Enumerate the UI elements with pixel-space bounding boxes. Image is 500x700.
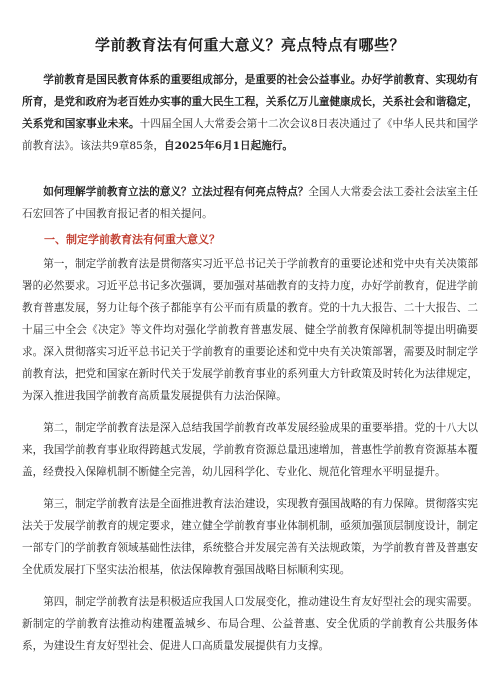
- body-paragraph-1: 第一，制定学前教育法是贯彻落实习近平总书记关于学前教育的重要论述和党中央有关决策部署的必然要求。习近平总书记多次强调，要加强对基础教育的支持力度，办好学前教育，促进学前教育普惠发展，努力让每个孩子都能享有公平而有质量的教育。党的十九大报告、二十大报告、二十届三中全会《决定》等文件均对强化学前教育普惠发展、健全学前教育保障机制等提出明确要求。深入贯彻落实习近平总书记关于学前教育的重要论述和党中央有关决策部署，需要及时制定学前教育法，把党和国家在新时代关于发展学前教育事业的系列重大方针政策及时转化为法律规定，为深入推进我国学前教育高质量发展提供有力法治保障。: [22, 258, 478, 402]
- article-title: 学前教育法有何重大意义？亮点特点有哪些？: [94, 36, 405, 54]
- section-heading-1: 一、制定学前教育法有何重大意义？: [44, 233, 220, 246]
- question-bold-text: 如何理解学前教育立法的意义？立法过程有何亮点特点？: [43, 186, 309, 198]
- body-paragraph-3: 第三，制定学前教育法是全面推进教育法治建设，实现教育强国战略的有力保障。贯彻落实宪法关于发展学前教育的规定要求，建立健全学前教育事业体制机制，亟须加强顶层制度设计，制定一部专门的学前教育领域基础性法律，系统整合并发展完善有关法规政策，为学前教育普及普惠安全优质发展打下坚实法治根基，依法保障教育强国战略目标顺利实现。: [22, 498, 478, 576]
- lead-paragraph: [22, 69, 478, 157]
- question-normal-text: 全国人大常委会法工委社会法室主任石宏回答了中国教育报记者的相关提问。: [22, 186, 479, 220]
- lead-bold-end-text: 自2025年6月1日起施行。: [164, 140, 294, 152]
- lead-bold-text: 学前教育是国民教育体系的重要组成部分，是重要的社会公益事业。办好学前教育、实现幼有所育，是党和政府为老百姓办实事的重大民生工程，关系亿万儿童健康成长，关系社会和谐稳定，关系党和国家事业未来。: [22, 74, 478, 130]
- body-paragraph-2: 第二，制定学前教育法是深入总结我国学前教育改革发展经验成果的重要举措。党的十八大以来，我国学前教育事业取得跨越式发展，学前教育资源总量迅速增加，普惠性学前教育资源基本覆盖，经费投入保障机制不断健全完善，幼儿园科学化、专业化、规范化管理水平明显提升。: [22, 422, 478, 478]
- body-paragraph-4: 第四，制定学前教育法是积极适应我国人口发展变化，推动建设生育友好型社会的现实需要。新制定的学前教育法推动构建覆盖城乡、布局合理、公益普惠、安全优质的学前教育公共服务体系，为建设生育友好型社会、促进人口高质量发展提供有力支撑。: [22, 596, 478, 652]
- lead-normal-text: 十四届全国人大常委会第十二次会议8日表决通过了《中华人民共和国学前教育法》。该法共9章85条，: [22, 118, 478, 152]
- question-paragraph: [22, 181, 478, 225]
